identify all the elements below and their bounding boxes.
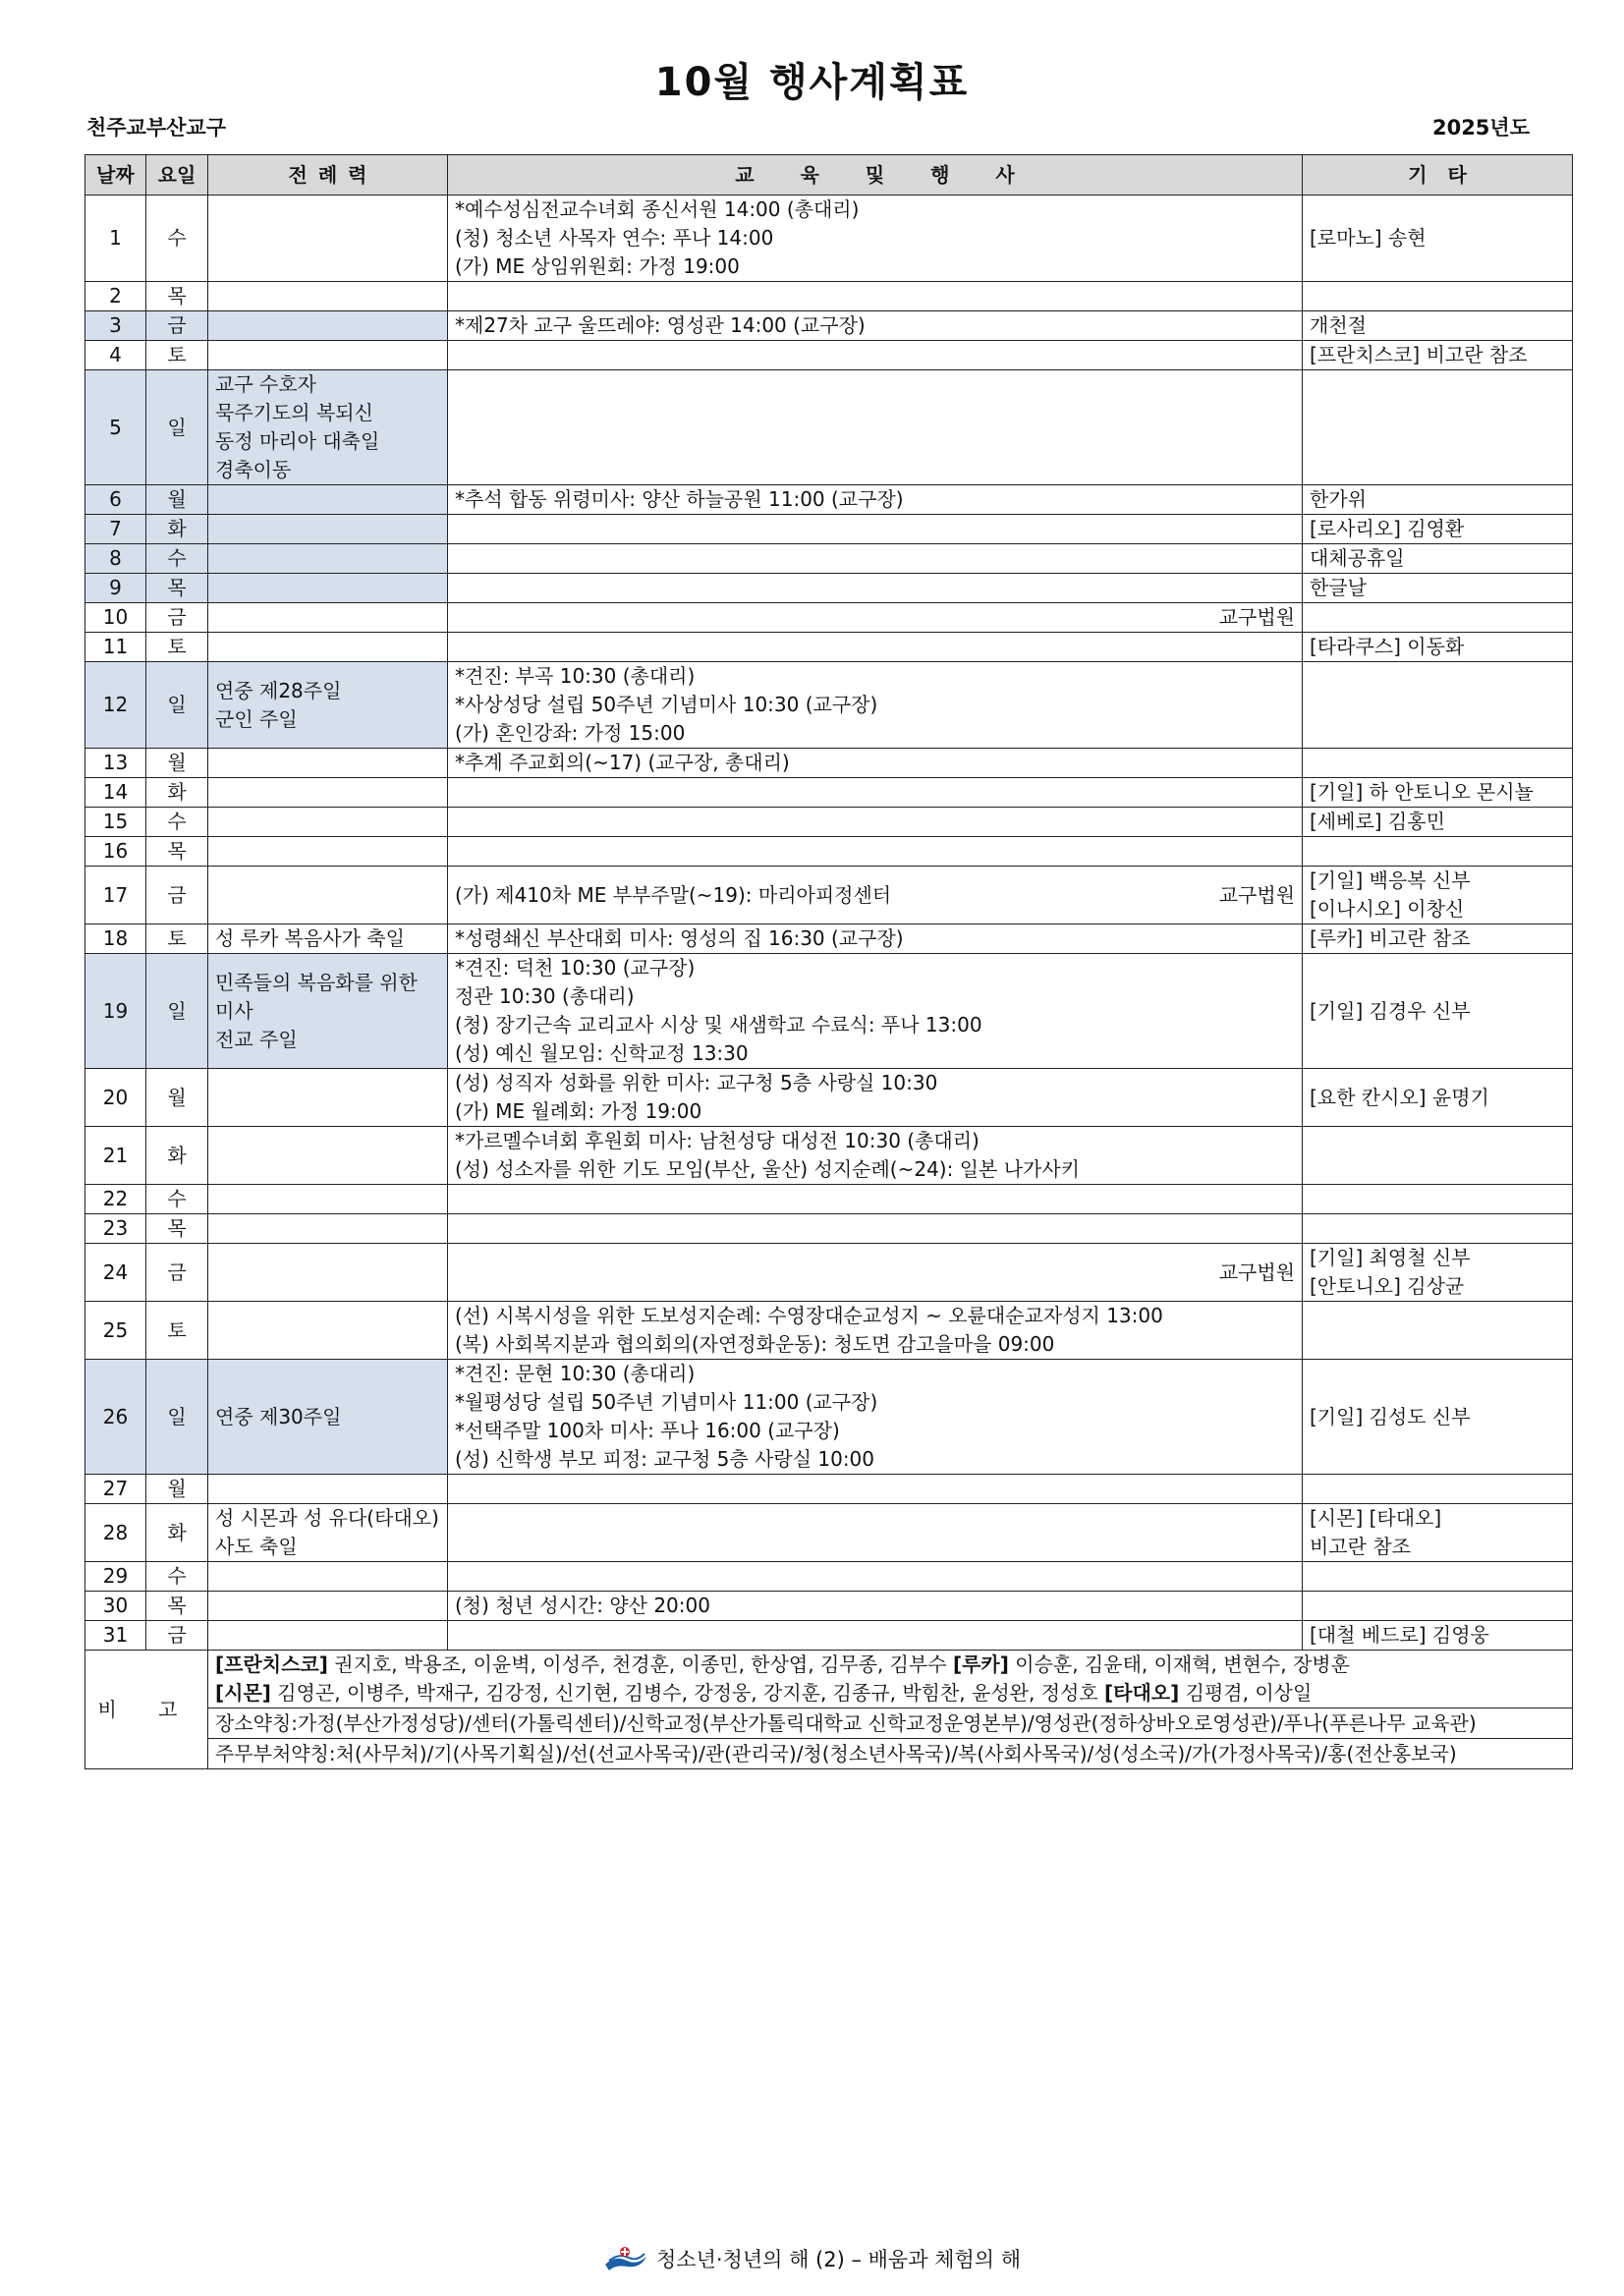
- etc-cell: [1303, 603, 1573, 633]
- etc-cell: [기일] 김경우 신부: [1303, 954, 1573, 1069]
- etc-cell: [1303, 282, 1573, 311]
- weekday-cell: 화: [146, 515, 208, 544]
- day-cell: 13: [85, 749, 146, 778]
- events-cell: [448, 341, 1303, 370]
- etc-cell: [로마노] 송현: [1303, 196, 1573, 282]
- liturgy-cell: 연중 제30주일: [208, 1360, 448, 1475]
- table-row: [85, 633, 1573, 662]
- weekday-cell: 목: [146, 837, 208, 867]
- liturgy-cell: 성 시몬과 성 유다(타대오) 사도 축일: [208, 1504, 448, 1562]
- table-row: [85, 196, 1573, 282]
- etc-cell: [1303, 662, 1573, 749]
- liturgy-cell: [208, 1127, 448, 1185]
- place-abbreviations: 장소약칭:가정(부산가정성당)/센터(가톨릭센터)/신학교정(부산가톨릭대학교 신학교정운영본부)/영성관(정하상바오로영성관)/푸나(푸른나무 교육관): [208, 1708, 1573, 1739]
- court-label: 교구법원: [1218, 605, 1295, 629]
- weekday-cell: 월: [146, 749, 208, 778]
- weekday-cell: 화: [146, 1504, 208, 1562]
- weekday-cell: 목: [146, 1214, 208, 1244]
- events-cell: [448, 1562, 1303, 1592]
- etc-cell: [기일] 백응복 신부 [이나시오] 이창신: [1303, 867, 1573, 924]
- events-cell: (청) 청년 성시간: 양산 20:00: [448, 1592, 1303, 1621]
- table-row: [85, 924, 1573, 954]
- weekday-cell: 일: [146, 1360, 208, 1475]
- weekday-cell: 화: [146, 778, 208, 808]
- day-cell: 19: [85, 954, 146, 1069]
- notes-row: [85, 1651, 1573, 1708]
- note-names-francis: 권지호, 박용조, 이윤벽, 이성주, 천경훈, 이종민, 한상엽, 김무종, 김부수: [327, 1652, 953, 1676]
- weekday-cell: 목: [146, 282, 208, 311]
- table-row: [85, 1621, 1573, 1651]
- weekday-cell: 수: [146, 808, 208, 837]
- liturgy-cell: [208, 1185, 448, 1214]
- table-row: [85, 311, 1573, 341]
- day-cell: 1: [85, 196, 146, 282]
- note-tag-francis: [프란치스코]: [215, 1652, 328, 1676]
- etc-cell: [기일] 최영철 신부 [안토니오] 김상균: [1303, 1244, 1573, 1302]
- liturgy-cell: [208, 1592, 448, 1621]
- events-cell: *제27차 교구 울뜨레야: 영성관 14:00 (교구장): [448, 311, 1303, 341]
- table-row: [85, 662, 1573, 749]
- etc-cell: [1303, 1185, 1573, 1214]
- liturgy-cell: [208, 196, 448, 282]
- table-row: [85, 867, 1573, 924]
- weekday-cell: 월: [146, 1475, 208, 1504]
- liturgy-cell: [208, 515, 448, 544]
- table-row: [85, 837, 1573, 867]
- note-tag-thaddeus: [타대오]: [1104, 1681, 1180, 1705]
- weekday-cell: 금: [146, 867, 208, 924]
- liturgy-cell: [208, 837, 448, 867]
- etc-cell: [루카] 비고란 참조: [1303, 924, 1573, 954]
- weekday-cell: 목: [146, 1592, 208, 1621]
- day-cell: 15: [85, 808, 146, 837]
- liturgy-cell: [208, 778, 448, 808]
- etc-cell: 한가위: [1303, 485, 1573, 515]
- events-cell: [448, 867, 1303, 924]
- events-cell: [448, 778, 1303, 808]
- table-row: [85, 1475, 1573, 1504]
- table-row: [85, 485, 1573, 515]
- table-row: [85, 1302, 1573, 1360]
- table-row: [85, 1214, 1573, 1244]
- events-cell: (선) 시복시성을 위한 도보성지순례: 수영장대순교성지 ~ 오륜대순교자성지 13:00 (복) 사회복지분과 협의회의(자연정화운동): 청도면 감고을마을 09:00: [448, 1302, 1303, 1360]
- note-names-luke: 이승훈, 김윤태, 이재혁, 변현수, 장병훈: [1008, 1652, 1350, 1676]
- weekday-cell: 금: [146, 1244, 208, 1302]
- table-row: [85, 1069, 1573, 1127]
- events-cell: [448, 574, 1303, 603]
- day-cell: 10: [85, 603, 146, 633]
- etc-cell: [1303, 1127, 1573, 1185]
- day-cell: 9: [85, 574, 146, 603]
- liturgy-cell: [208, 603, 448, 633]
- court-label: 교구법원: [1218, 882, 1295, 907]
- weekday-cell: 수: [146, 196, 208, 282]
- organization-name: 천주교부산교구: [86, 116, 227, 140]
- etc-cell: [1303, 1214, 1573, 1244]
- office-abbreviations: 주무부처약칭:처(사무처)/기(사목기획실)/선(선교사목국)/관(관리국)/청(청소년사목국)/복(사회사목국)/성(성소국)/가(가정사목국)/홍(전산홍보국): [208, 1739, 1573, 1769]
- table-row: [85, 370, 1573, 485]
- liturgy-cell: [208, 1475, 448, 1504]
- weekday-cell: 목: [146, 574, 208, 603]
- note-names-simon: 김영곤, 이병주, 박재구, 김강정, 신기현, 김병수, 강정웅, 강지훈, 김종규, 박힘찬, 윤성완, 정성호: [270, 1681, 1105, 1705]
- etc-cell: [1303, 837, 1573, 867]
- header-liturgy: 전 례 력: [208, 155, 448, 196]
- weekday-cell: 금: [146, 311, 208, 341]
- table-row: [85, 1127, 1573, 1185]
- event-text: (가) 제410차 ME 부부주말(~19): 마리아피정센터: [455, 882, 892, 907]
- liturgy-cell: [208, 1621, 448, 1651]
- etc-cell: [시몬] [타대오] 비고란 참조: [1303, 1504, 1573, 1562]
- events-cell: *견진: 부곡 10:30 (총대리) *사상성당 설립 50주년 기념미사 10:30 (교구장) (가) 혼인강좌: 가정 15:00: [448, 662, 1303, 749]
- liturgy-cell: [208, 544, 448, 574]
- day-cell: 16: [85, 837, 146, 867]
- page-title: 10월 행사계획표: [654, 60, 970, 105]
- events-cell: (성) 성직자 성화를 위한 미사: 교구청 5층 사랑실 10:30 (가) ME 월례회: 가정 19:00: [448, 1069, 1303, 1127]
- weekday-cell: 화: [146, 1127, 208, 1185]
- header-weekday: 요일: [146, 155, 208, 196]
- etc-cell: [1303, 1475, 1573, 1504]
- events-cell: [448, 837, 1303, 867]
- liturgy-cell: 성 루카 복음사가 축일: [208, 924, 448, 954]
- footer: [0, 2244, 1624, 2273]
- etc-cell: [1303, 1592, 1573, 1621]
- events-cell: [448, 1244, 1303, 1302]
- table-row: [85, 778, 1573, 808]
- liturgy-cell: [208, 574, 448, 603]
- day-cell: 29: [85, 1562, 146, 1592]
- day-cell: 20: [85, 1069, 146, 1127]
- day-cell: 27: [85, 1475, 146, 1504]
- etc-cell: [요한 칸시오] 윤명기: [1303, 1069, 1573, 1127]
- events-cell: *가르멜수녀회 후원회 미사: 남천성당 대성전 10:30 (총대리) (성) 성소자를 위한 기도 모임(부산, 울산) 성지순례(~24): 일본 나가사키: [448, 1127, 1303, 1185]
- weekday-cell: 일: [146, 662, 208, 749]
- footer-slogan: 청소년·청년의 해 (2) – 배움과 체험의 해: [656, 2248, 1021, 2271]
- table-row: [85, 574, 1573, 603]
- note-tag-luke: [루카]: [952, 1652, 1009, 1676]
- events-cell: [448, 370, 1303, 485]
- liturgy-cell: [208, 633, 448, 662]
- weekday-cell: 수: [146, 1185, 208, 1214]
- table-row: [85, 1562, 1573, 1592]
- etc-cell: [프란치스코] 비고란 참조: [1303, 341, 1573, 370]
- etc-cell: [기일] 김성도 신부: [1303, 1360, 1573, 1475]
- table-row: [85, 515, 1573, 544]
- etc-cell: [로사리오] 김영환: [1303, 515, 1573, 544]
- day-cell: 4: [85, 341, 146, 370]
- day-cell: 5: [85, 370, 146, 485]
- places-row: [85, 1708, 1573, 1739]
- diocese-logo-icon: [603, 2245, 648, 2272]
- table-row: [85, 954, 1573, 1069]
- day-cell: 22: [85, 1185, 146, 1214]
- day-cell: 2: [85, 282, 146, 311]
- etc-cell: 한글날: [1303, 574, 1573, 603]
- feast-names-note: [208, 1651, 1573, 1708]
- table-row: [85, 603, 1573, 633]
- events-cell: [448, 282, 1303, 311]
- etc-cell: [대철 베드로] 김영웅: [1303, 1621, 1573, 1651]
- liturgy-cell: 연중 제28주일 군인 주일: [208, 662, 448, 749]
- weekday-cell: 토: [146, 633, 208, 662]
- liturgy-cell: [208, 867, 448, 924]
- events-cell: [448, 808, 1303, 837]
- weekday-cell: 토: [146, 1302, 208, 1360]
- table-row: [85, 808, 1573, 837]
- events-cell: [448, 1214, 1303, 1244]
- table-row: [85, 1504, 1573, 1562]
- weekday-cell: 수: [146, 1562, 208, 1592]
- events-cell: *추계 주교회의(~17) (교구장, 총대리): [448, 749, 1303, 778]
- events-cell: [448, 1504, 1303, 1562]
- day-cell: 6: [85, 485, 146, 515]
- table-row: [85, 282, 1573, 311]
- table-row: [85, 749, 1573, 778]
- day-cell: 31: [85, 1621, 146, 1651]
- events-cell: [448, 1621, 1303, 1651]
- table-row: [85, 1592, 1573, 1621]
- etc-cell: [1303, 1302, 1573, 1360]
- liturgy-cell: [208, 311, 448, 341]
- liturgy-cell: [208, 1302, 448, 1360]
- liturgy-cell: [208, 485, 448, 515]
- day-cell: 3: [85, 311, 146, 341]
- etc-cell: [기일] 하 안토니오 몬시뇰: [1303, 778, 1573, 808]
- liturgy-cell: [208, 749, 448, 778]
- etc-cell: [1303, 1562, 1573, 1592]
- liturgy-cell: [208, 282, 448, 311]
- table-row: [85, 544, 1573, 574]
- liturgy-cell: [208, 1244, 448, 1302]
- weekday-cell: 토: [146, 924, 208, 954]
- etc-cell: [세베로] 김홍민: [1303, 808, 1573, 837]
- weekday-cell: 토: [146, 341, 208, 370]
- weekday-cell: 수: [146, 544, 208, 574]
- liturgy-cell: 교구 수호자 묵주기도의 복되신 동정 마리아 대축일 경축이동: [208, 370, 448, 485]
- table-row: [85, 341, 1573, 370]
- table-row: [85, 1185, 1573, 1214]
- table-row: [85, 1244, 1573, 1302]
- notes-label: 비 고: [85, 1651, 208, 1769]
- court-label: 교구법원: [1218, 1260, 1295, 1284]
- day-cell: 25: [85, 1302, 146, 1360]
- weekday-cell: 월: [146, 485, 208, 515]
- etc-cell: [타라쿠스] 이동화: [1303, 633, 1573, 662]
- etc-cell: 대체공휴일: [1303, 544, 1573, 574]
- day-cell: 24: [85, 1244, 146, 1302]
- header-events: 교 육 및 행 사: [448, 155, 1303, 196]
- liturgy-cell: [208, 1214, 448, 1244]
- events-cell: [448, 1185, 1303, 1214]
- events-cell: [448, 603, 1303, 633]
- liturgy-cell: [208, 1069, 448, 1127]
- weekday-cell: 일: [146, 370, 208, 485]
- liturgy-cell: [208, 808, 448, 837]
- liturgy-cell: [208, 1562, 448, 1592]
- day-cell: 18: [85, 924, 146, 954]
- etc-cell: [1303, 749, 1573, 778]
- events-cell: [448, 515, 1303, 544]
- table-header-row: [85, 155, 1573, 196]
- etc-cell: [1303, 370, 1573, 485]
- events-cell: [448, 633, 1303, 662]
- day-cell: 8: [85, 544, 146, 574]
- schedule-table: [84, 154, 1573, 1769]
- offices-row: [85, 1739, 1573, 1769]
- liturgy-cell: [208, 341, 448, 370]
- year-label: 2025년도: [1431, 116, 1530, 140]
- day-cell: 7: [85, 515, 146, 544]
- weekday-cell: 일: [146, 954, 208, 1069]
- table-row: [85, 1360, 1573, 1475]
- day-cell: 12: [85, 662, 146, 749]
- note-tag-simon: [시몬]: [215, 1681, 271, 1705]
- weekday-cell: 월: [146, 1069, 208, 1127]
- day-cell: 21: [85, 1127, 146, 1185]
- day-cell: 23: [85, 1214, 146, 1244]
- weekday-cell: 금: [146, 603, 208, 633]
- header-etc: 기 타: [1303, 155, 1573, 196]
- events-cell: *예수성심전교수녀회 종신서원 14:00 (총대리) (청) 청소년 사목자 연수: 푸나 14:00 (가) ME 상임위원회: 가정 19:00: [448, 196, 1303, 282]
- weekday-cell: 금: [146, 1621, 208, 1651]
- events-cell: *견진: 덕천 10:30 (교구장) 정관 10:30 (총대리) (청) 장기근속 교리교사 시상 및 새샘학교 수료식: 푸나 13:00 (성) 예신 월모임: 신학교정 13:30: [448, 954, 1303, 1069]
- header-day: 날짜: [85, 155, 146, 196]
- note-names-thaddeus: 김평겸, 이상일: [1179, 1681, 1313, 1705]
- events-cell: *성령쇄신 부산대회 미사: 영성의 집 16:30 (교구장): [448, 924, 1303, 954]
- day-cell: 14: [85, 778, 146, 808]
- liturgy-cell: 민족들의 복음화를 위한 미사 전교 주일: [208, 954, 448, 1069]
- events-cell: *추석 합동 위령미사: 양산 하늘공원 11:00 (교구장): [448, 485, 1303, 515]
- day-cell: 17: [85, 867, 146, 924]
- events-cell: [448, 544, 1303, 574]
- events-cell: [448, 1475, 1303, 1504]
- day-cell: 26: [85, 1360, 146, 1475]
- day-cell: 30: [85, 1592, 146, 1621]
- etc-cell: 개천절: [1303, 311, 1573, 341]
- day-cell: 28: [85, 1504, 146, 1562]
- events-cell: *견진: 문현 10:30 (총대리) *월평성당 설립 50주년 기념미사 11:00 (교구장) *선택주말 100차 미사: 푸나 16:00 (교구장) (성) 신학생 부모 피정: 교구청 5층 사랑실 10:00: [448, 1360, 1303, 1475]
- day-cell: 11: [85, 633, 146, 662]
